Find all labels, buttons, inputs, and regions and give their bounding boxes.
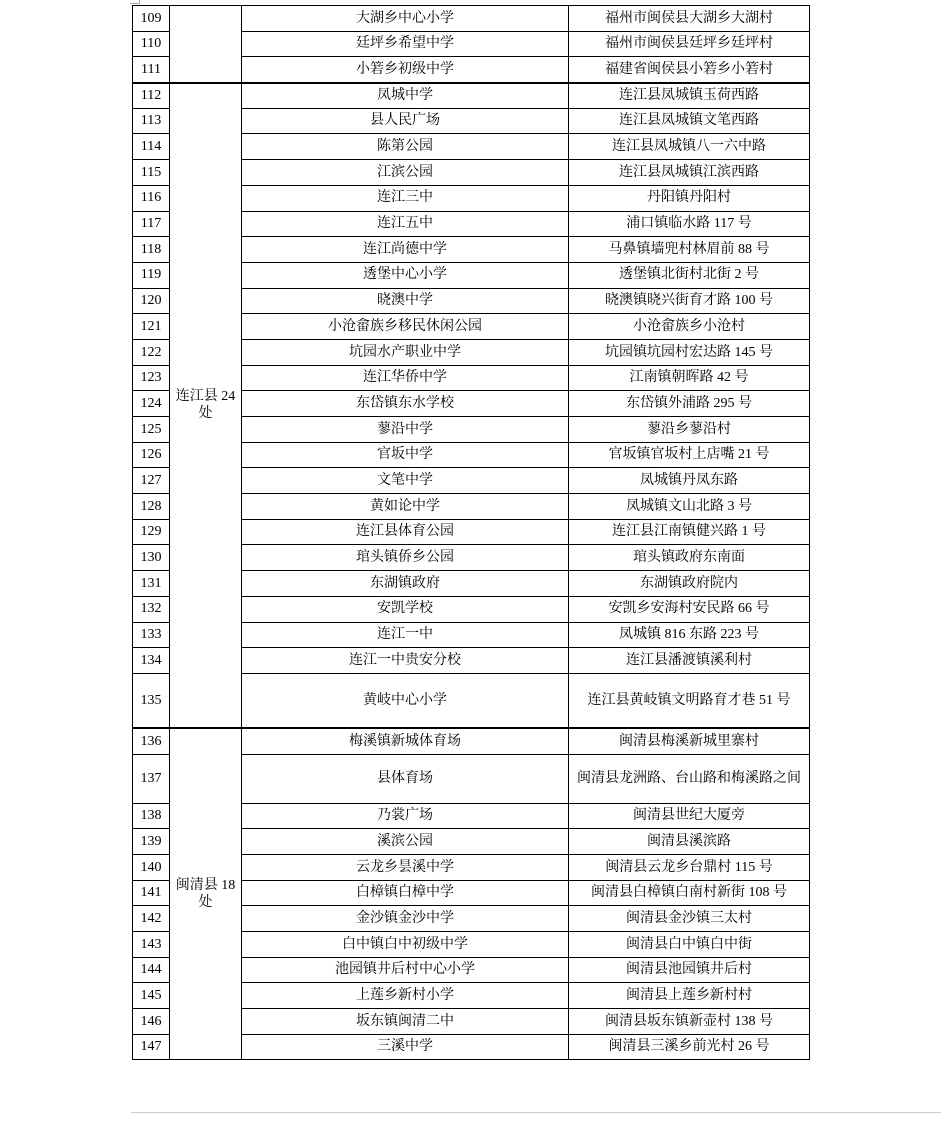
site-name-cell: 陈第公园 xyxy=(242,134,569,160)
address-cell: 蓼沿乡蓼沿村 xyxy=(569,417,810,443)
site-name-cell: 凤城中学 xyxy=(242,83,569,109)
address-cell: 晓澳镇晓兴街育才路 100 号 xyxy=(569,288,810,314)
address-cell: 连江县潘渡镇溪利村 xyxy=(569,648,810,674)
shelter-table-body xyxy=(133,6,810,1060)
row-number-cell: 135 xyxy=(133,673,170,728)
row-number-cell: 115 xyxy=(133,160,170,186)
address-cell: 连江县凤城镇文笔西路 xyxy=(569,108,810,134)
site-name-cell: 坑园水产职业中学 xyxy=(242,339,569,365)
table-row xyxy=(133,83,810,109)
site-name-cell: 安凯学校 xyxy=(242,596,569,622)
site-name-cell: 小沧畲族乡移民休闲公园 xyxy=(242,314,569,340)
address-cell: 透堡镇北街村北街 2 号 xyxy=(569,262,810,288)
county-label-cell xyxy=(170,728,242,1060)
site-name-cell: 琯头镇侨乡公园 xyxy=(242,545,569,571)
site-name-cell: 连江华侨中学 xyxy=(242,365,569,391)
row-number-cell: 141 xyxy=(133,880,170,906)
row-number-cell: 117 xyxy=(133,211,170,237)
address-cell: 闽清县龙洲路、台山路和梅溪路之间 xyxy=(569,754,810,803)
site-name-cell: 连江五中 xyxy=(242,211,569,237)
row-number-cell: 132 xyxy=(133,596,170,622)
address-cell: 闽清县溪滨路 xyxy=(569,829,810,855)
address-cell: 安凯乡安海村安民路 66 号 xyxy=(569,596,810,622)
row-number-cell: 147 xyxy=(133,1034,170,1060)
row-number-cell: 118 xyxy=(133,237,170,263)
site-name-cell: 江滨公园 xyxy=(242,160,569,186)
row-number-cell: 122 xyxy=(133,339,170,365)
address-cell: 闽清县上莲乡新村村 xyxy=(569,983,810,1009)
row-number-cell: 139 xyxy=(133,829,170,855)
county-label-line: 处 xyxy=(198,895,213,911)
site-name-cell: 连江一中贵安分校 xyxy=(242,648,569,674)
site-name-cell: 县体育场 xyxy=(242,754,569,803)
row-number-cell: 143 xyxy=(133,932,170,958)
site-name-cell: 云龙乡昙溪中学 xyxy=(242,854,569,880)
site-name-cell: 乃裳广场 xyxy=(242,803,569,829)
address-cell: 东岱镇外浦路 295 号 xyxy=(569,391,810,417)
address-cell: 闽清县云龙乡台鼎村 115 号 xyxy=(569,854,810,880)
row-number-cell: 111 xyxy=(133,57,170,83)
row-number-cell: 145 xyxy=(133,983,170,1009)
address-cell: 东湖镇政府院内 xyxy=(569,571,810,597)
address-cell: 凤城镇丹凤东路 xyxy=(569,468,810,494)
county-label-cell xyxy=(170,83,242,729)
row-number-cell: 140 xyxy=(133,854,170,880)
site-name-cell: 县人民广场 xyxy=(242,108,569,134)
address-cell: 福州市闽侯县大湖乡大湖村 xyxy=(569,6,810,32)
address-cell: 闽清县梅溪新城里寨村 xyxy=(569,728,810,754)
shelter-table-wrap xyxy=(132,5,810,1060)
page-break-artifact-bottom xyxy=(131,1112,941,1113)
row-number-cell: 125 xyxy=(133,417,170,443)
row-number-cell: 130 xyxy=(133,545,170,571)
address-cell: 琯头镇政府东南面 xyxy=(569,545,810,571)
row-number-cell: 134 xyxy=(133,648,170,674)
row-number-cell: 123 xyxy=(133,365,170,391)
site-name-cell: 上莲乡新村小学 xyxy=(242,983,569,1009)
row-number-cell: 146 xyxy=(133,1009,170,1035)
county-label-line: 连江县 24 xyxy=(175,388,236,404)
county-label-line: 闽清县 18 xyxy=(175,877,236,893)
address-cell: 福建省闽侯县小箬乡小箬村 xyxy=(569,57,810,83)
row-number-cell: 109 xyxy=(133,6,170,32)
site-name-cell: 东湖镇政府 xyxy=(242,571,569,597)
site-name-cell: 连江县体育公园 xyxy=(242,519,569,545)
address-cell: 连江县黄岐镇文明路育才巷 51 号 xyxy=(569,673,810,728)
row-number-cell: 131 xyxy=(133,571,170,597)
address-cell: 闽清县金沙镇三太村 xyxy=(569,906,810,932)
row-number-cell: 144 xyxy=(133,957,170,983)
address-cell: 连江县凤城镇江滨西路 xyxy=(569,160,810,186)
site-name-cell: 文笔中学 xyxy=(242,468,569,494)
address-cell: 闽清县白中镇白中街 xyxy=(569,932,810,958)
site-name-cell: 坂东镇闽清二中 xyxy=(242,1009,569,1035)
site-name-cell: 金沙镇金沙中学 xyxy=(242,906,569,932)
address-cell: 闽清县坂东镇新壶村 138 号 xyxy=(569,1009,810,1035)
address-cell: 丹阳镇丹阳村 xyxy=(569,185,810,211)
site-name-cell: 池园镇井后村中心小学 xyxy=(242,957,569,983)
site-name-cell: 小箬乡初级中学 xyxy=(242,57,569,83)
address-cell: 江南镇朝晖路 42 号 xyxy=(569,365,810,391)
row-number-cell: 136 xyxy=(133,728,170,754)
site-name-cell: 官坂中学 xyxy=(242,442,569,468)
row-number-cell: 112 xyxy=(133,83,170,109)
row-number-cell: 124 xyxy=(133,391,170,417)
site-name-cell: 连江尚德中学 xyxy=(242,237,569,263)
table-row xyxy=(133,728,810,754)
site-name-cell: 白中镇白中初级中学 xyxy=(242,932,569,958)
address-cell: 马鼻镇墙兜村林眉前 88 号 xyxy=(569,237,810,263)
row-number-cell: 133 xyxy=(133,622,170,648)
row-number-cell: 120 xyxy=(133,288,170,314)
address-cell: 凤城镇文山北路 3 号 xyxy=(569,494,810,520)
site-name-cell: 三溪中学 xyxy=(242,1034,569,1060)
site-name-cell: 东岱镇东水学校 xyxy=(242,391,569,417)
address-cell: 闽清县白樟镇白南村新街 108 号 xyxy=(569,880,810,906)
row-number-cell: 114 xyxy=(133,134,170,160)
row-number-cell: 126 xyxy=(133,442,170,468)
row-number-cell: 119 xyxy=(133,262,170,288)
county-label-line: 处 xyxy=(198,406,213,422)
address-cell: 官坂镇官坂村上店嘴 21 号 xyxy=(569,442,810,468)
address-cell: 连江县江南镇健兴路 1 号 xyxy=(569,519,810,545)
row-number-cell: 137 xyxy=(133,754,170,803)
site-name-cell: 晓澳中学 xyxy=(242,288,569,314)
site-name-cell: 梅溪镇新城体育场 xyxy=(242,728,569,754)
address-cell: 闽清县池园镇井后村 xyxy=(569,957,810,983)
site-name-cell: 白樟镇白樟中学 xyxy=(242,880,569,906)
row-number-cell: 116 xyxy=(133,185,170,211)
row-number-cell: 128 xyxy=(133,494,170,520)
site-name-cell: 透堡中心小学 xyxy=(242,262,569,288)
address-cell: 连江县凤城镇玉荷西路 xyxy=(569,83,810,109)
row-number-cell: 113 xyxy=(133,108,170,134)
address-cell: 连江县凤城镇八一六中路 xyxy=(569,134,810,160)
row-number-cell: 129 xyxy=(133,519,170,545)
county-label-cell xyxy=(170,6,242,83)
address-cell: 闽清县三溪乡前光村 26 号 xyxy=(569,1034,810,1060)
row-number-cell: 138 xyxy=(133,803,170,829)
row-number-cell: 142 xyxy=(133,906,170,932)
address-cell: 福州市闽侯县廷坪乡廷坪村 xyxy=(569,31,810,57)
site-name-cell: 蓼沿中学 xyxy=(242,417,569,443)
site-name-cell: 黄如论中学 xyxy=(242,494,569,520)
address-cell: 小沧畲族乡小沧村 xyxy=(569,314,810,340)
row-number-cell: 121 xyxy=(133,314,170,340)
site-name-cell: 大湖乡中心小学 xyxy=(242,6,569,32)
row-number-cell: 110 xyxy=(133,31,170,57)
page-break-artifact-top xyxy=(130,0,140,4)
table-row xyxy=(133,6,810,32)
site-name-cell: 黄岐中心小学 xyxy=(242,673,569,728)
address-cell: 浦口镇临水路 117 号 xyxy=(569,211,810,237)
site-name-cell: 连江三中 xyxy=(242,185,569,211)
address-cell: 坑园镇坑园村宏达路 145 号 xyxy=(569,339,810,365)
site-name-cell: 连江一中 xyxy=(242,622,569,648)
address-cell: 凤城镇 816 东路 223 号 xyxy=(569,622,810,648)
site-name-cell: 廷坪乡希望中学 xyxy=(242,31,569,57)
emergency-shelter-table xyxy=(132,5,810,1060)
address-cell: 闽清县世纪大厦旁 xyxy=(569,803,810,829)
site-name-cell: 溪滨公园 xyxy=(242,829,569,855)
row-number-cell: 127 xyxy=(133,468,170,494)
